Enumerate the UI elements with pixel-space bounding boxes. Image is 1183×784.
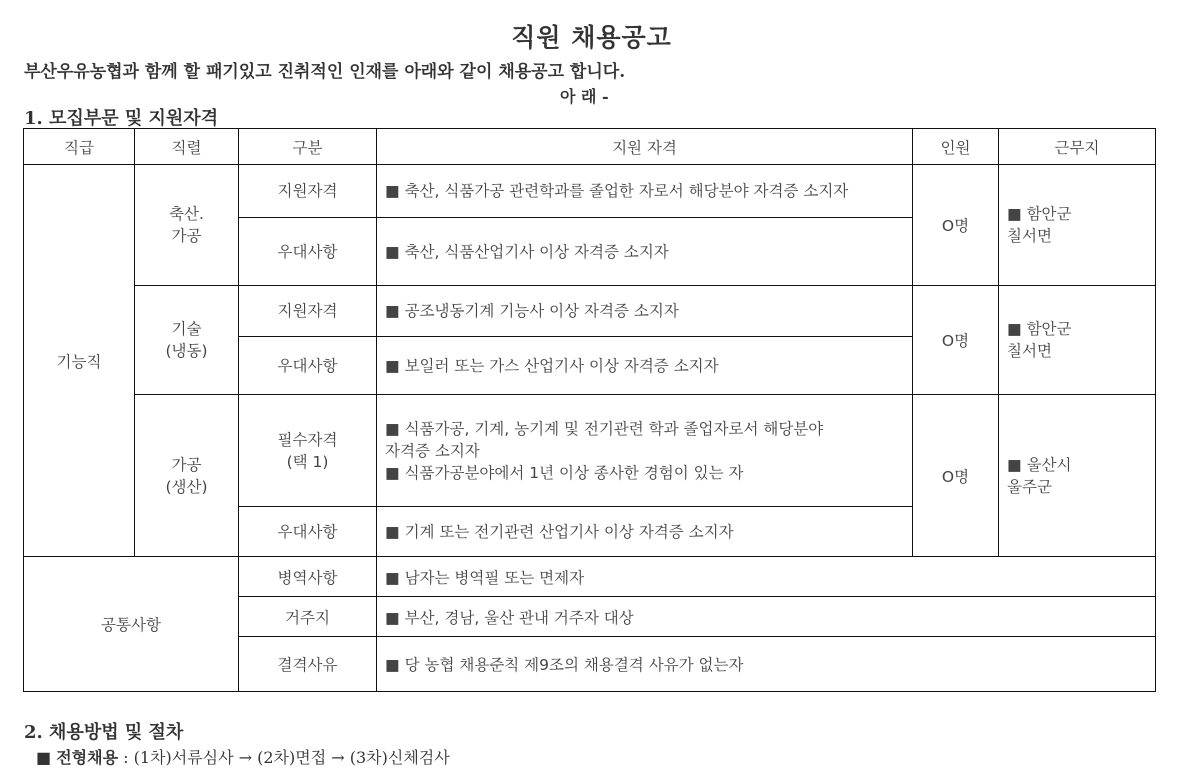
category-cell: 지원자격: [239, 286, 377, 337]
page-title: 직원 채용공고: [511, 23, 672, 52]
header-grade: 직급: [24, 129, 135, 165]
table-row: [24, 395, 1156, 507]
category-cell: 지원자격: [239, 165, 377, 218]
headcount-cell: O명: [913, 395, 999, 557]
header-location: 근무지: [999, 129, 1156, 165]
header-series: 직렬: [135, 129, 239, 165]
category-cell: 필수자격 (택 1): [239, 395, 377, 507]
headcount-cell: O명: [913, 286, 999, 395]
table-row: [24, 286, 1156, 337]
qualification-cell: ■ 축산, 식품산업기사 이상 자격증 소지자: [377, 218, 913, 286]
headcount-cell: O명: [913, 165, 999, 286]
series-cell: 기술 (냉동): [135, 286, 239, 395]
location-cell: ■ 울산시 울주군: [999, 395, 1156, 557]
qualification-cell: ■ 부산, 경남, 울산 관내 거주자 대상: [377, 597, 1156, 637]
header-category: 구분: [239, 129, 377, 165]
grade-cell: 기능직: [24, 165, 135, 557]
table-row: [24, 165, 1156, 218]
category-cell: 우대사항: [239, 218, 377, 286]
series-cell: 축산. 가공: [135, 165, 239, 286]
are-text: 아 래 -: [560, 87, 609, 106]
common-label-cell: 공통사항: [24, 557, 239, 692]
category-cell: 병역사항: [239, 557, 377, 597]
qualification-cell: ■ 당 농협 채용준칙 제9조의 채용결격 사유가 없는자: [377, 637, 1156, 692]
category-cell: 거주지: [239, 597, 377, 637]
location-cell: ■ 함안군 칠서면: [999, 286, 1156, 395]
section-1-heading: 1. 모집부문 및 지원자격: [24, 108, 219, 129]
qualification-cell: ■ 식품가공, 기계, 농기계 및 전기관련 학과 졸업자로서 해당분야 자격증 소지자 ■ 식품가공분야에서 1년 이상 종사한 경험이 있는 자: [377, 395, 913, 507]
header-qualification: 지원 자격: [377, 129, 913, 165]
qualification-cell: ■ 축산, 식품가공 관련학과를 졸업한 자로서 해당분야 자격증 소지자: [377, 165, 913, 218]
location-cell: ■ 함안군 칠서면: [999, 165, 1156, 286]
header-headcount: 인원: [913, 129, 999, 165]
category-cell: 우대사항: [239, 507, 377, 557]
intro-text: 부산우유농협과 함께 할 패기있고 진취적인 인재를 아래와 같이 채용공고 합니다.: [24, 62, 626, 82]
method-key: 전형채용: [56, 748, 119, 767]
section-2-heading: 2. 채용방법 및 절차: [24, 722, 184, 743]
series-cell: 가공 (생산): [135, 395, 239, 557]
qualification-cell: ■ 보일러 또는 가스 산업기사 이상 자격증 소지자: [377, 337, 913, 395]
qualification-cell: ■ 남자는 병역필 또는 면제자: [377, 557, 1156, 597]
table-header-row: [24, 129, 1156, 165]
method-bullet: ■: [36, 748, 52, 767]
table-row: [24, 557, 1156, 597]
category-cell: 결격사유: [239, 637, 377, 692]
category-cell: 우대사항: [239, 337, 377, 395]
recruitment-table: [23, 128, 1156, 692]
method-value: : (1차)서류심사 → (2차)면접 → (3차)신체검사: [123, 748, 450, 767]
qualification-cell: ■ 기계 또는 전기관련 산업기사 이상 자격증 소지자: [377, 507, 913, 557]
method-line: [36, 745, 450, 768]
qualification-cell: ■ 공조냉동기계 기능사 이상 자격증 소지자: [377, 286, 913, 337]
